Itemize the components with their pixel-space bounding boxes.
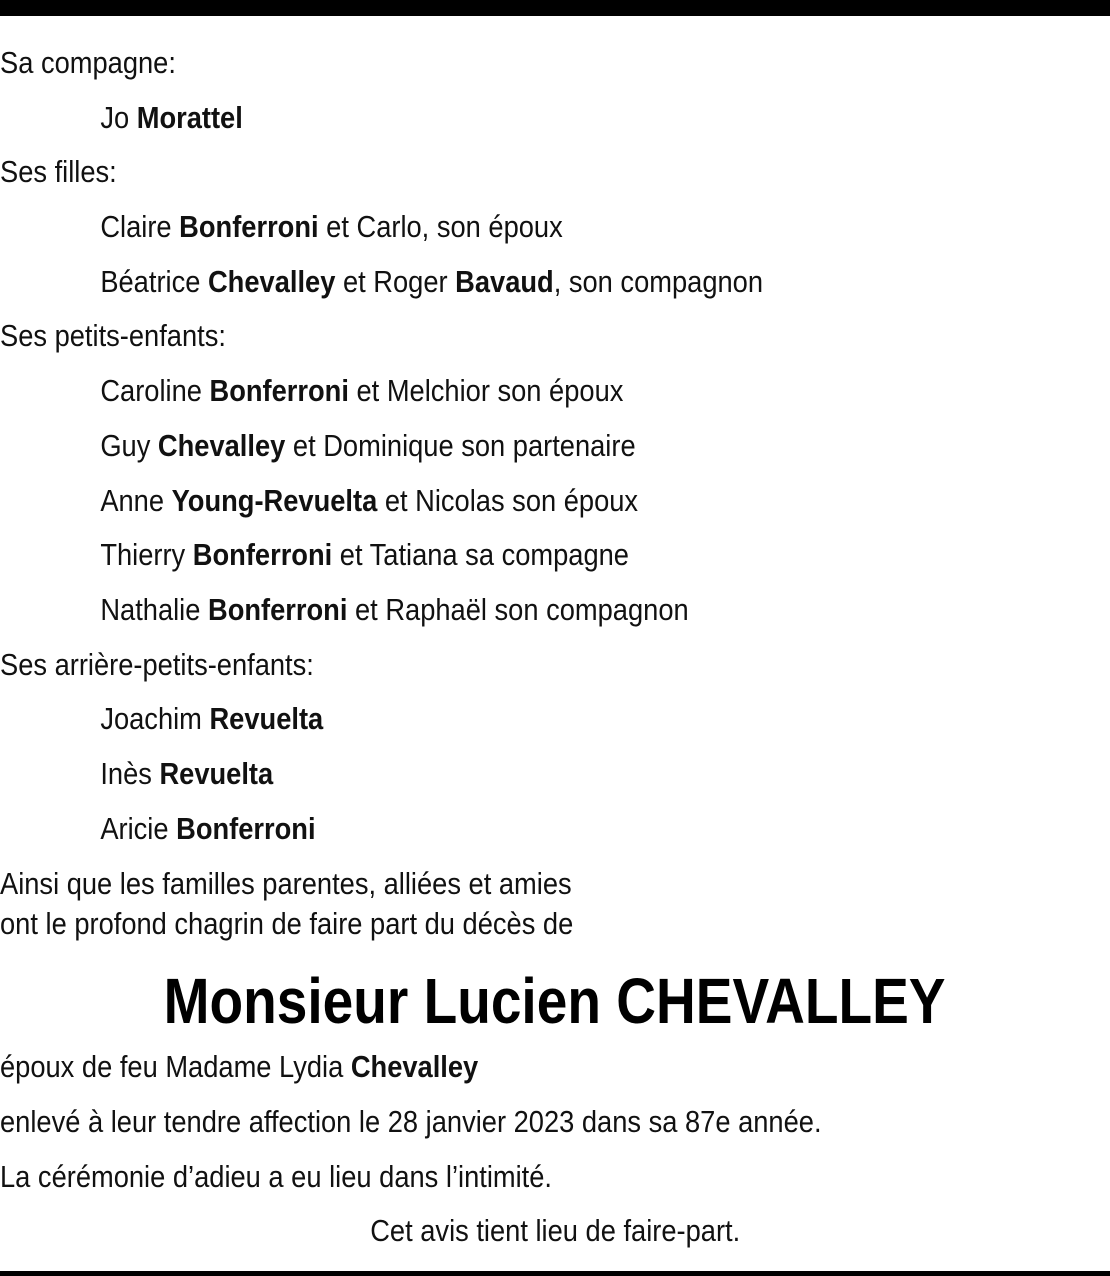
first-name: Claire	[100, 209, 180, 245]
last-name: Revuelta	[159, 755, 274, 791]
announcement-intro	[0, 864, 977, 944]
last-name: Bonferroni	[176, 810, 316, 846]
top-rule	[0, 0, 1110, 16]
great-grandchild-entry	[0, 747, 977, 802]
first-name: Thierry	[100, 537, 193, 573]
great-grandchildren-heading: Ses arrière-petits-enfants:	[0, 646, 314, 682]
first-name: Anne	[100, 482, 172, 518]
spouse-last-name: Chevalley	[350, 1049, 479, 1085]
intro-line-1: Ainsi que les familles parentes, alliées et amies	[0, 866, 572, 902]
bottom-rule	[0, 1271, 1110, 1276]
first-name: Joachim	[100, 701, 210, 737]
first-name: Jo	[100, 99, 137, 135]
grandchild-entry	[0, 528, 977, 583]
last-name: Chevalley	[157, 427, 286, 463]
first-name: Inès	[100, 755, 160, 791]
intro-line-2: ont le profond chagrin de faire part du décès de	[0, 906, 574, 942]
relation-text-2: , son compagnon	[553, 263, 764, 299]
last-name: Bonferroni	[192, 537, 333, 573]
deceased-name	[0, 962, 1110, 1040]
relation-text: et Raphaël son compagnon	[347, 591, 689, 627]
relation-text: et Nicolas son époux	[377, 482, 639, 518]
deceased-name-text: Monsieur Lucien CHEVALLEY	[164, 965, 946, 1038]
partner-last-name: Bavaud	[455, 263, 554, 299]
spouse-line	[0, 1040, 977, 1095]
relation-text: et Dominique son partenaire	[285, 427, 636, 463]
grandchild-entry	[0, 364, 977, 419]
last-name: Bonferroni	[179, 209, 319, 245]
first-name: Caroline	[100, 373, 210, 409]
last-name: Bonferroni	[207, 591, 348, 627]
grandchild-entry	[0, 419, 977, 474]
ceremony-line: La cérémonie d’adieu a eu lieu dans l’intimité.	[0, 1158, 552, 1194]
relation-text: et Roger	[335, 263, 456, 299]
last-name: Revuelta	[209, 701, 324, 737]
closing-text: Cet avis tient lieu de faire-part.	[370, 1213, 740, 1249]
last-name: Morattel	[136, 99, 243, 135]
first-name: Guy	[100, 427, 158, 463]
first-name: Aricie	[100, 810, 177, 846]
spouse-prefix: époux de feu Madame Lydia	[0, 1049, 351, 1085]
last-name: Bonferroni	[209, 373, 349, 409]
relation-text: et Tatiana sa compagne	[332, 537, 629, 573]
daughter-entry	[0, 255, 977, 310]
death-line: enlevé à leur tendre affection le 28 janvier 2023 dans sa 87e année.	[0, 1104, 822, 1139]
first-name: Nathalie	[100, 591, 208, 627]
great-grandchild-entry	[0, 802, 977, 857]
obituary-notice	[0, 36, 1110, 1259]
companion-heading: Sa compagne:	[0, 45, 176, 80]
relation-text: et Melchior son époux	[348, 373, 624, 409]
grandchild-entry	[0, 583, 977, 638]
last-name: Young-Revuelta	[171, 482, 378, 518]
last-name: Chevalley	[207, 263, 336, 299]
closing-line	[0, 1204, 1110, 1259]
daughters-heading: Ses filles:	[0, 154, 117, 190]
grandchild-entry	[0, 474, 977, 529]
grandchildren-heading: Ses petits-enfants:	[0, 318, 226, 354]
companion-entry	[0, 91, 977, 146]
relation-text: et Carlo, son époux	[318, 209, 563, 245]
great-grandchild-entry	[0, 692, 977, 747]
first-name: Béatrice	[100, 263, 208, 299]
daughter-entry	[0, 200, 977, 255]
